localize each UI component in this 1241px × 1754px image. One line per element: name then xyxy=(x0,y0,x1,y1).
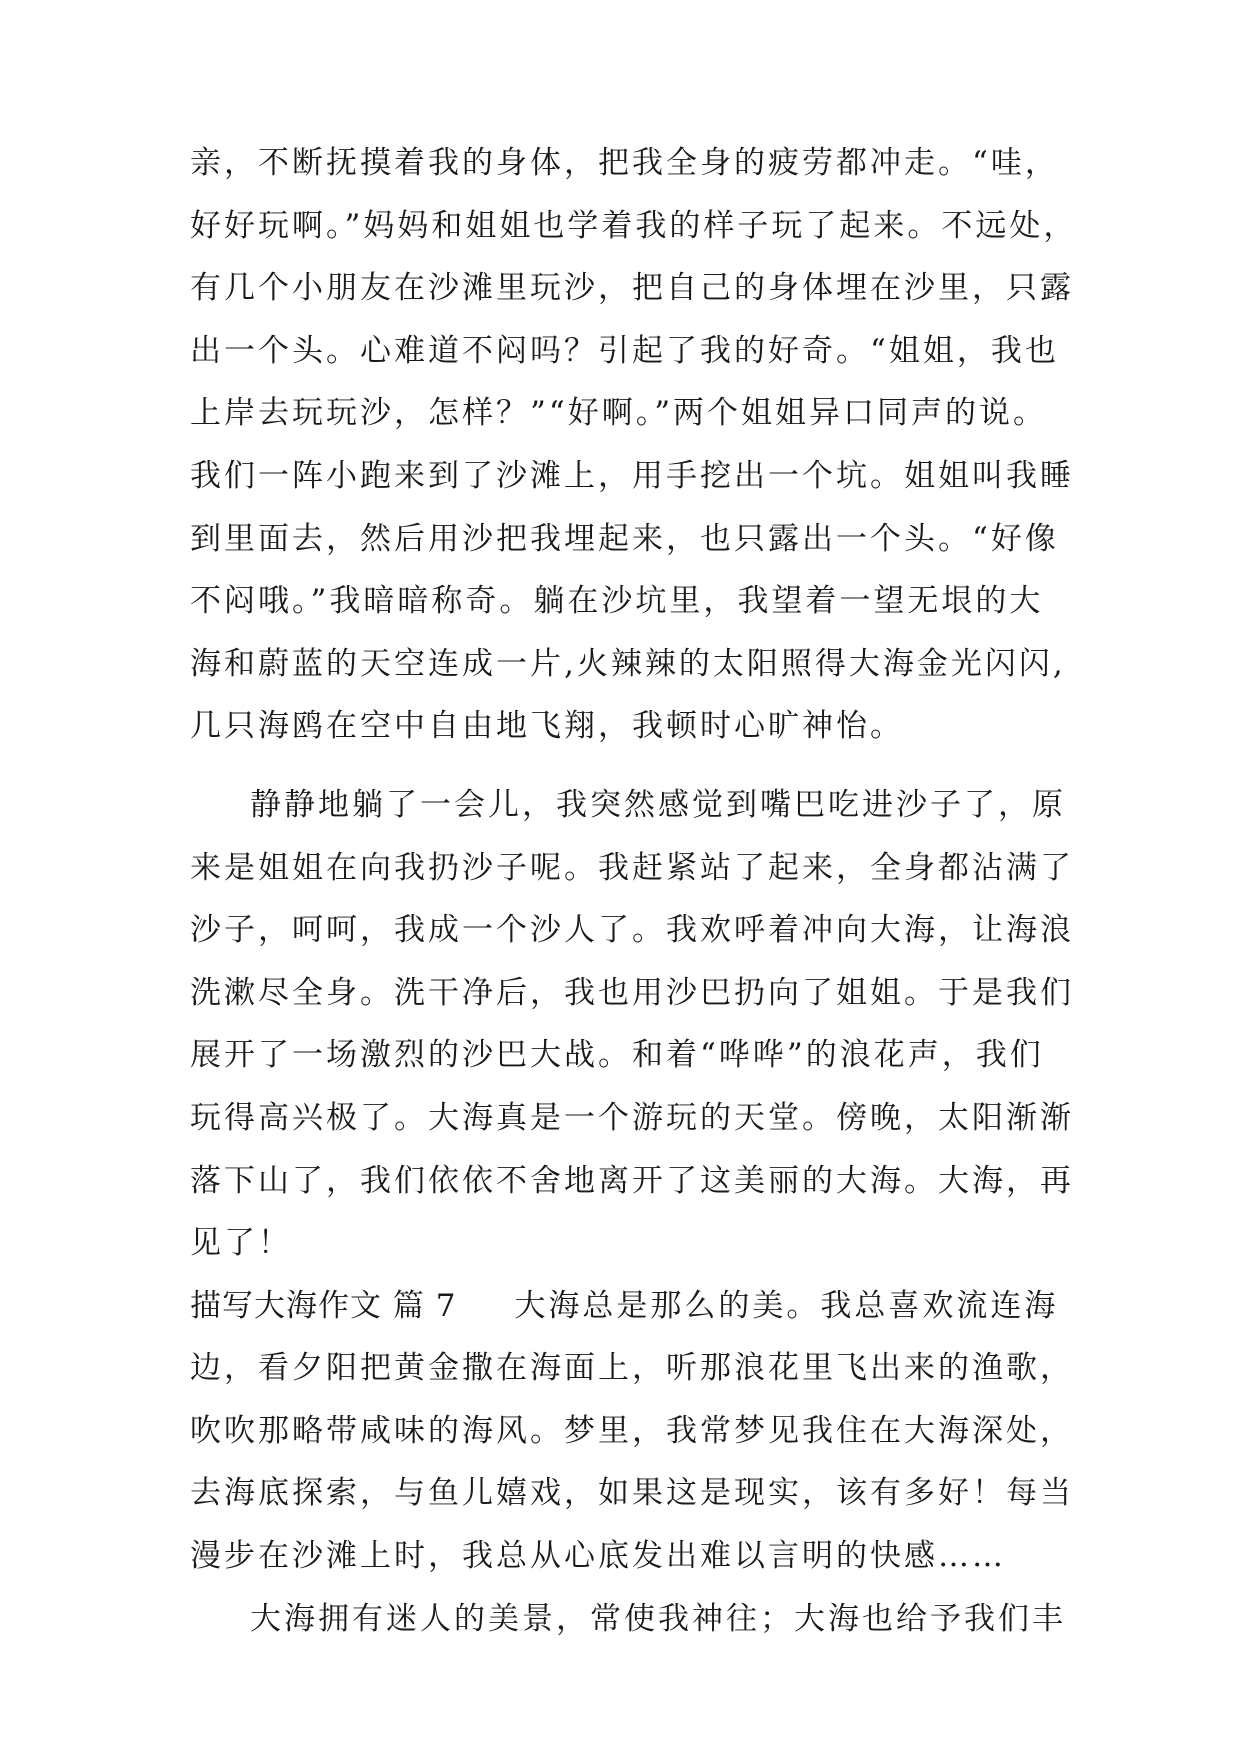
essay-body xyxy=(190,132,1078,1650)
text-line: 到里面去，然后用沙把我埋起来，也只露出一个头。“好像 xyxy=(190,520,1059,557)
paragraph-start-line: 静静地躺了一会儿，我突然感觉到嘴巴吃进沙子了，原 xyxy=(250,786,1066,823)
text-line: 好好玩啊。”妈妈和姐姐也学着我的样子玩了起来。不远处， xyxy=(190,207,1078,244)
text-line: 边，看夕阳把黄金撒在海面上，听那浪花里飞出来的渔歌， xyxy=(190,1350,1074,1387)
text-line: 玩得高兴极了。大海真是一个游玩的天堂。傍晚，太阳渐渐 xyxy=(190,1099,1074,1136)
paragraph-start-line: 大海拥有迷人的美景，常使我神往；大海也给予我们丰 xyxy=(250,1600,1066,1637)
text-line: 去海底探索，与鱼儿嬉戏，如果这是现实，该有多好！每当 xyxy=(190,1475,1074,1512)
text-line: 漫步在沙滩上时，我总从心底发出难以言明的快感…… xyxy=(190,1538,1006,1575)
section-heading-line xyxy=(190,1275,1060,1338)
text-line: 落下山了，我们依依不舍地离开了这美丽的大海。大海，再 xyxy=(190,1162,1074,1199)
text-line: 出一个头。心难道不闷吗？引起了我的好奇。“姐姐，我也 xyxy=(190,332,1059,369)
text-line: 沙子，呵呵，我成一个沙人了。我欢呼着冲向大海，让海浪 xyxy=(190,912,1074,949)
text-line: 来是姐姐在向我扔沙子呢。我赶紧站了起来，全身都沾满了 xyxy=(190,849,1074,886)
text-line: 亲，不断抚摸着我的身体，把我全身的疲劳都冲走。“哇， xyxy=(190,145,1059,181)
text-line: 展开了一场激烈的沙巴大战。和着“哗哗”的浪花声，我们 xyxy=(190,1037,1044,1074)
section-heading: 描写大海作文 篇 7 xyxy=(190,1287,457,1324)
text-line: 吹吹那略带咸味的海风。梦里，我常梦见我住在大海深处， xyxy=(190,1412,1074,1449)
section-first-text: 大海总是那么的美。我总喜欢流连海 xyxy=(514,1287,1059,1324)
text-line: 我们一阵小跑来到了沙滩上，用手挖出一个坑。姐姐叫我睡 xyxy=(190,457,1074,494)
text-line: 有几个小朋友在沙滩里玩沙，把自己的身体埋在沙里，只露 xyxy=(190,270,1074,307)
text-line: 上岸去玩玩沙，怎样？”“好啊。”两个姐姐异口同声的说。 xyxy=(190,395,1048,432)
text-line: 海和蔚蓝的天空连成一片,火辣辣的太阳照得大海金光闪闪, xyxy=(190,645,1066,682)
text-line: 洗漱尽全身。洗干净后，我也用沙巴扔向了姐姐。于是我们 xyxy=(190,974,1074,1011)
text-line: 几只海鸥在空中自由地飞翔，我顿时心旷神怡。 xyxy=(190,708,904,745)
text-line: 不闷哦。”我暗暗称奇。躺在沙坑里，我望着一望无垠的大 xyxy=(190,583,1044,620)
text-line: 见了！ xyxy=(190,1225,292,1262)
